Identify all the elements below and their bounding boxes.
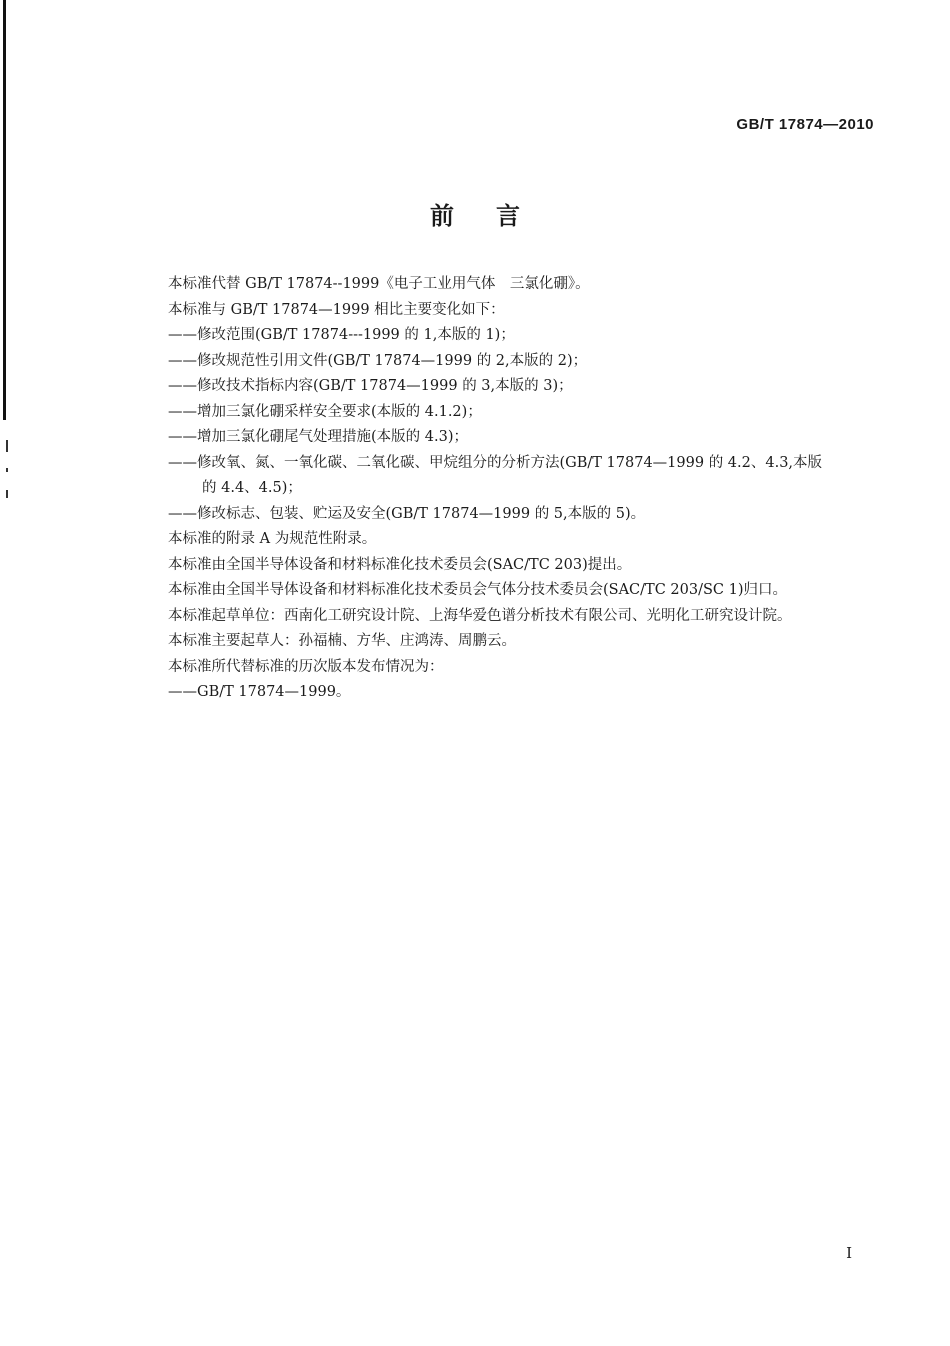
change-item: ——增加三氯化硼采样安全要求(本版的 4.1.2)；: [168, 403, 482, 420]
scan-mark: [6, 490, 8, 498]
scan-mark: [6, 440, 8, 452]
change-item: ——修改标志、包装、贮运及安全(GB/T 17874—1999 的 5,本版的 5)。: [168, 505, 646, 522]
page-number: I: [846, 1244, 852, 1262]
paragraph: 本标准的附录 A 为规范性附录。: [168, 531, 377, 547]
foreword-body: [168, 272, 880, 706]
standard-code: GB/T 17874—2010: [736, 116, 874, 133]
paragraph: 本标准由全国半导体设备和材料标准化技术委员会气体分技术委员会(SAC/TC 203/SC 1)归口。: [168, 582, 787, 598]
page-title: 前言: [430, 202, 562, 230]
history-item: ——GB/T 17874—1999。: [168, 684, 351, 700]
change-item-continuation: 的 4.4、4.5)；: [202, 480, 302, 496]
paragraph: 本标准由全国半导体设备和材料标准化技术委员会(SAC/TC 203)提出。: [168, 556, 632, 573]
change-item: ——修改氧、氮、一氧化碳、二氧化碳、甲烷组分的分析方法(GB/T 17874—1999 的 4.2、4.3,本版: [168, 454, 823, 471]
scan-mark: [6, 468, 8, 472]
paragraph: 本标准主要起草人：孙福楠、方华、庄鸿涛、周鹏云。: [168, 633, 516, 649]
change-item: ——修改范围(GB/T 17874---1999 的 1,本版的 1)；: [168, 327, 515, 343]
change-item: ——增加三氯化硼尾气处理措施(本版的 4.3)；: [168, 429, 468, 445]
paragraph: 本标准与 GB/T 17874—1999 相比主要变化如下：: [168, 301, 505, 318]
change-item: ——修改技术指标内容(GB/T 17874—1999 的 3,本版的 3)；: [168, 378, 573, 394]
change-item: ——修改规范性引用文件(GB/T 17874—1999 的 2,本版的 2)；: [168, 352, 588, 369]
paragraph: 本标准起草单位：西南化工研究设计院、上海华爱色谱分析技术有限公司、光明化工研究设计院。: [168, 607, 792, 624]
paragraph: 本标准所代替标准的历次版本发布情况为：: [168, 658, 444, 675]
paragraph: 本标准代替 GB/T 17874--1999《电子工业用气体 三氯化硼》。: [168, 276, 590, 292]
